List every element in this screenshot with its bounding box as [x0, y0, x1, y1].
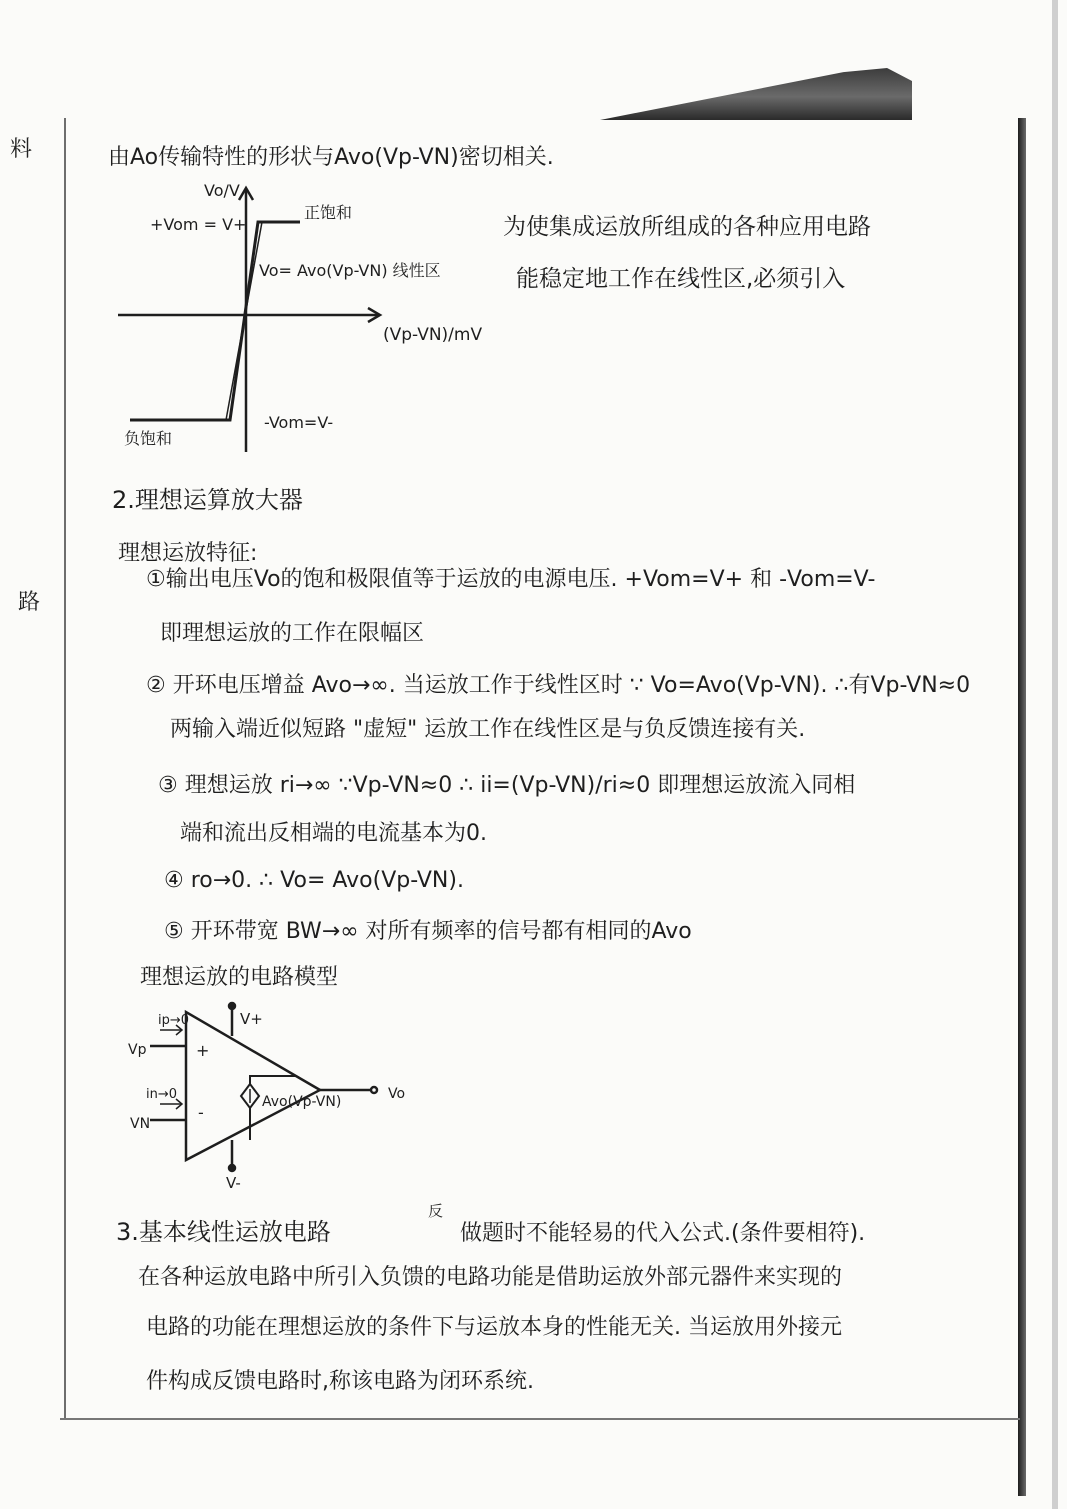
line-feature-1b: 即理想运放的工作在限幅区	[160, 621, 425, 646]
margin-note-2: 路	[18, 590, 41, 615]
line-feature-3a: ③ 理想运放 ri→∞ ∵Vp-VN≈0 ∴ ii=(Vp-VN)/ri≈0 即理想运放流入同相	[158, 773, 856, 798]
line-transfer-intro: 由Ao传输特性的形状与Avo(Vp-VN)密切相关.	[108, 145, 554, 170]
opamp-vp-label: Vp	[128, 1042, 147, 1058]
opamp-in-label: in→0	[146, 1087, 178, 1102]
graph-pos-sat-value: +Vom = V+	[150, 215, 247, 234]
opamp-vminus-label: V-	[226, 1174, 241, 1192]
opamp-plus-sign: +	[196, 1041, 210, 1060]
dependent-source-icon	[241, 1084, 259, 1108]
heading-basic-linear: 3.基本线性运放电路	[116, 1218, 331, 1246]
line-paragraph-3: 件构成反馈电路时,称该电路为闭环系统.	[146, 1369, 534, 1394]
line-feature-4: ④ ro→0. ∴ Vo= Avo(Vp-VN).	[164, 868, 464, 893]
opamp-output-label: Vo	[388, 1086, 406, 1102]
opamp-triangle	[186, 1012, 320, 1160]
line-feature-2b: 两输入端近似短路 "虚短" 运放工作在线性区是与负反馈连接有关.	[170, 717, 806, 742]
graph-x-arrow	[368, 308, 380, 322]
line-right-1: 为使集成运放所组成的各种应用电路	[503, 214, 871, 240]
graph-y-label: Vo/V	[204, 181, 240, 200]
page-edge-far	[1052, 0, 1058, 1509]
line-feature-3b: 端和流出反相端的电流基本为0.	[180, 821, 487, 846]
graph-y-arrow	[239, 188, 253, 200]
opamp-minus-sign: -	[198, 1103, 204, 1122]
line-right-2: 能稳定地工作在线性区,必须引入	[516, 266, 846, 292]
opamp-vplus-label: V+	[240, 1010, 263, 1028]
opamp-ip-label: ip→0	[158, 1013, 190, 1028]
note-small-mark: 反	[428, 1202, 444, 1220]
bottom-rule	[60, 1418, 1020, 1420]
graph-pos-sat-label: 正饱和	[304, 203, 353, 222]
folder-tab	[600, 68, 912, 120]
line-model-title: 理想运放的电路模型	[140, 965, 339, 990]
heading-ideal-opamp: 2.理想运算放大器	[112, 486, 303, 514]
line-features-title: 理想运放特征:	[118, 541, 258, 566]
line-feature-5: ⑤ 开环带宽 BW→∞ 对所有频率的信号都有相同的Avo	[164, 919, 692, 944]
graph-neg-sat-value: -Vom=V-	[264, 413, 334, 432]
line-feature-1a: ①输出电压Vo的饱和极限值等于运放的电源电压. +Vom=V+ 和 -Vom=V-	[146, 567, 876, 592]
graph-neg-sat-label: 负饱和	[124, 429, 173, 448]
opamp-vn-label: VN	[130, 1116, 151, 1132]
graph-linear-label: Vo= Avo(Vp-VN) 线性区	[259, 261, 441, 280]
margin-note-1: 料	[10, 137, 33, 162]
line-feature-2a: ② 开环电压增益 Avo→∞. 当运放工作于线性区时 ∵ Vo=Avo(Vp-VN). ∴有Vp-VN≈0	[146, 673, 971, 698]
page-edge	[1018, 118, 1026, 1496]
line-paragraph-1: 在各种运放电路中所引入负馈的电路功能是借助运放外部元器件来实现的	[138, 1265, 843, 1290]
graph-x-label: (Vp-VN)/mV	[383, 325, 483, 345]
opamp-source-label: Avo(Vp-VN)	[262, 1094, 342, 1110]
line-paragraph-2: 电路的功能在理想运放的条件下与运放本身的性能无关. 当运放用外接元	[146, 1315, 842, 1340]
margin-rule	[64, 118, 66, 1418]
transfer-curve	[130, 222, 300, 420]
line-basic-note: 做题时不能轻易的代入公式.(条件要相符).	[460, 1221, 866, 1246]
